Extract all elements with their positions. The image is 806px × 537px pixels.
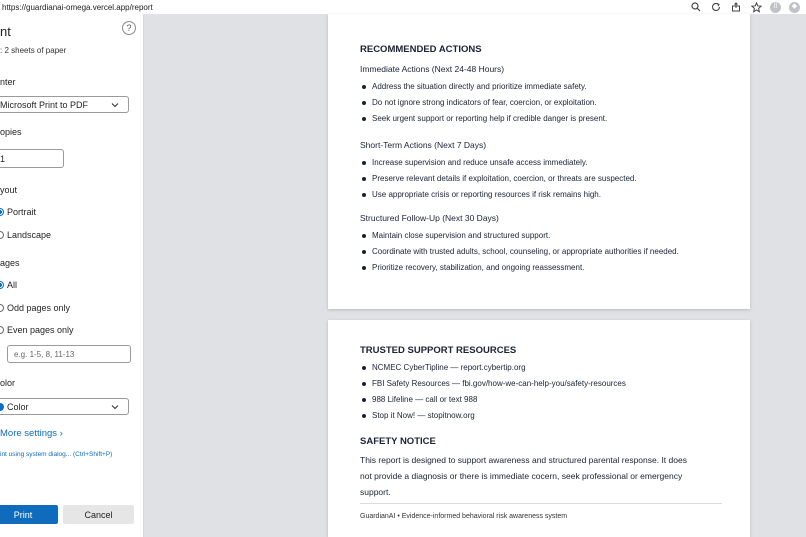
section-title: Immediate Actions (Next 24-48 Hours) bbox=[360, 64, 505, 74]
radio-selected-icon bbox=[0, 208, 4, 216]
address-bar bbox=[0, 0, 806, 14]
pages-range-input[interactable] bbox=[7, 345, 131, 363]
sheets-count: : 2 sheets of paper bbox=[0, 46, 67, 55]
recommended-actions-heading: RECOMMENDED ACTIONS bbox=[360, 44, 482, 55]
safety-notice-heading: SAFETY NOTICE bbox=[360, 436, 436, 447]
print-title: nt bbox=[0, 24, 11, 39]
search-icon[interactable] bbox=[690, 1, 702, 13]
chevron-right-icon: › bbox=[59, 428, 63, 439]
pages-even-option[interactable] bbox=[0, 325, 74, 335]
layout-landscape-label: Landscape bbox=[7, 230, 52, 240]
copies-input[interactable] bbox=[0, 149, 64, 168]
radio-icon bbox=[0, 304, 4, 312]
pages-label: ages bbox=[0, 258, 20, 268]
radio-selected-icon bbox=[0, 281, 4, 289]
info-icon[interactable]: ll bbox=[770, 2, 781, 13]
pages-odd-label: Odd pages only bbox=[7, 303, 71, 313]
printer-value: Microsoft Print to PDF bbox=[0, 99, 89, 110]
preview-page-1 bbox=[328, 14, 750, 309]
pages-range-placeholder: e.g. 1-5, 8, 11-13 bbox=[14, 349, 75, 359]
copies-value: 1 bbox=[0, 153, 6, 164]
list-item: Address the situation directly and prioritize immediate safety. bbox=[360, 81, 607, 97]
color-dot-icon bbox=[0, 403, 4, 411]
star-icon[interactable] bbox=[750, 1, 762, 13]
printer-select[interactable] bbox=[0, 96, 129, 113]
divider bbox=[360, 503, 722, 504]
pages-all-option[interactable] bbox=[0, 280, 17, 290]
pages-odd-option[interactable] bbox=[0, 303, 70, 313]
url-text[interactable]: https://guardianai-omega.vercel.app/report bbox=[2, 2, 153, 12]
list-item: Stop it Now! — stopitnow.org bbox=[360, 410, 626, 426]
bullet-list bbox=[360, 157, 637, 205]
print-button[interactable]: Print bbox=[0, 505, 58, 524]
share-icon[interactable] bbox=[730, 1, 742, 13]
radio-icon bbox=[0, 231, 4, 239]
list-item: Seek urgent support or reporting help if credible danger is present. bbox=[360, 113, 607, 129]
list-item: Do not ignore strong indicators of fear, coercion, or exploitation. bbox=[360, 97, 607, 113]
cancel-button[interactable]: Cancel bbox=[63, 505, 134, 524]
bullet-list bbox=[360, 230, 679, 278]
resources-heading: TRUSTED SUPPORT RESOURCES bbox=[360, 345, 517, 356]
print-settings-panel bbox=[0, 14, 144, 537]
section-title: Short-Term Actions (Next 7 Days) bbox=[360, 140, 487, 150]
list-item: FBI Safety Resources — fbi.gov/how-we-can-help-you/safety-resources bbox=[360, 378, 626, 394]
copies-label: opies bbox=[0, 127, 22, 137]
layout-portrait-label: Portrait bbox=[7, 207, 37, 217]
radio-icon bbox=[0, 326, 4, 334]
list-item: Prioritize recovery, stabilization, and ongoing reassessment. bbox=[360, 262, 679, 278]
report-footer: GuardianAI • Evidence-informed behavioral risk awareness system bbox=[360, 513, 568, 520]
color-select[interactable] bbox=[0, 398, 129, 415]
extension-icon[interactable]: ◆ bbox=[789, 2, 800, 13]
list-item: 988 Lifeline — call or text 988 bbox=[360, 394, 626, 410]
printer-label: nter bbox=[0, 77, 16, 87]
list-item: Use appropriate crisis or reporting resources if risk remains high. bbox=[360, 189, 637, 205]
chevron-down-icon bbox=[110, 402, 120, 412]
layout-portrait-option[interactable] bbox=[0, 207, 36, 217]
bullet-list bbox=[360, 81, 607, 129]
pages-even-label: Even pages only bbox=[7, 325, 74, 335]
more-settings-label: More settings bbox=[0, 428, 58, 439]
help-icon[interactable]: ? bbox=[122, 21, 136, 35]
refresh-icon[interactable] bbox=[710, 1, 722, 13]
more-settings-link[interactable] bbox=[0, 428, 63, 439]
safety-notice-text: This report is designed to support awareness and structured parental response. It does not provide a diagnosis or there is immediate cocern, seek professional or emergency support. bbox=[360, 455, 687, 497]
list-item: NCMEC CyberTipline — report.cybertip.org bbox=[360, 362, 626, 378]
preview-page-2 bbox=[328, 320, 750, 537]
chevron-down-icon bbox=[110, 100, 120, 110]
layout-landscape-option[interactable] bbox=[0, 230, 51, 240]
list-item: Increase supervision and reduce unsafe access immediately. bbox=[360, 157, 637, 173]
system-dialog-link[interactable]: int using system dialog... (Ctrl+Shift+P) bbox=[0, 451, 113, 458]
pages-all-label: All bbox=[7, 280, 18, 290]
resources-list bbox=[360, 362, 626, 426]
list-item: Maintain close supervision and structured support. bbox=[360, 230, 679, 246]
color-value: Color bbox=[7, 401, 29, 412]
layout-label: yout bbox=[0, 185, 18, 195]
section-title: Structured Follow-Up (Next 30 Days) bbox=[360, 213, 499, 223]
list-item: Preserve relevant details if exploitation, coercion, or threats are suspected. bbox=[360, 173, 637, 189]
color-label: olor bbox=[0, 378, 16, 388]
list-item: Coordinate with trusted adults, school, counseling, or appropriate authorities if needed. bbox=[360, 246, 679, 262]
toolbar-icons bbox=[690, 1, 800, 13]
